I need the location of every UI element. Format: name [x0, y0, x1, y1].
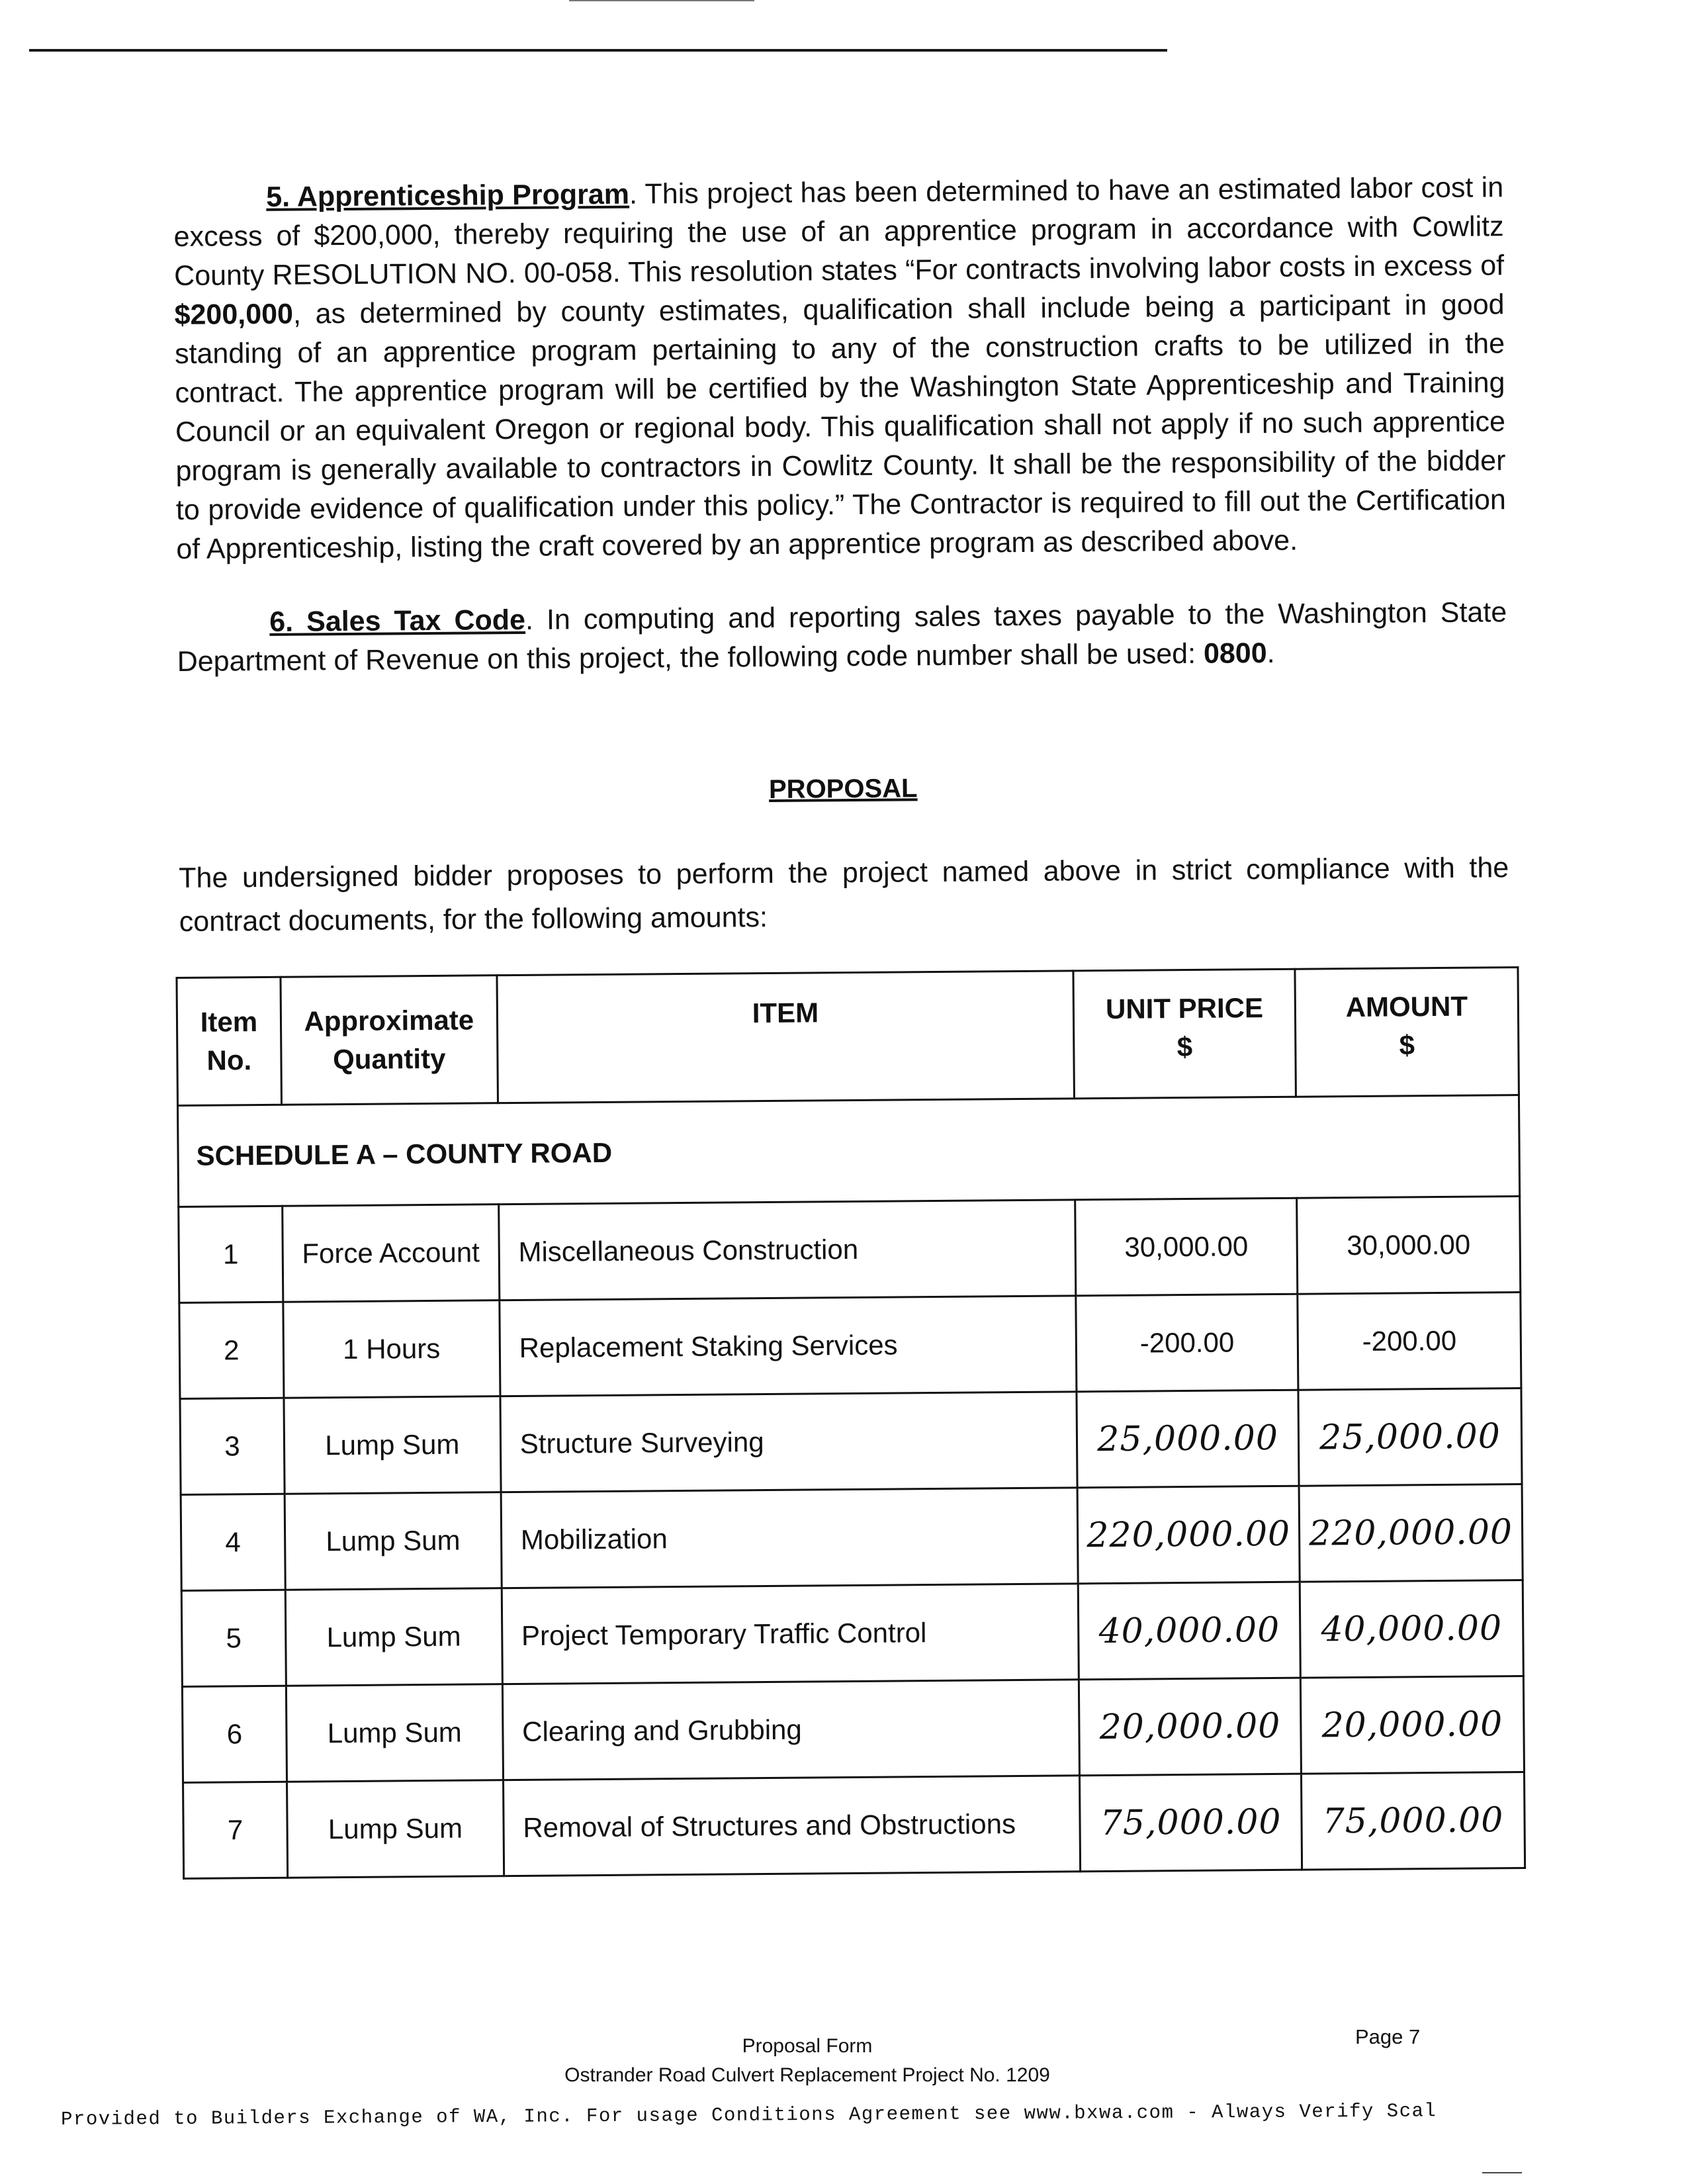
schedule-label: SCHEDULE A – COUNTY ROAD: [177, 1095, 1519, 1207]
section-6-text-1: . In computing and reporting sales taxes payable to the Washington State Department of Revenue on this project, the following code number shall be used:: [177, 596, 1507, 678]
row-quantity: Lump Sum: [284, 1396, 501, 1494]
row-unit-price-handwritten: 220,000.00: [1077, 1486, 1300, 1584]
row-item-no: 2: [179, 1302, 284, 1398]
row-unit-price-handwritten: 75,000.00: [1080, 1774, 1302, 1872]
header-amount-line2: $: [1399, 1029, 1415, 1061]
row-unit-price-handwritten: 40,000.00: [1078, 1582, 1300, 1680]
scan-speck: [569, 0, 754, 1]
header-item-no: [177, 977, 281, 1105]
provided-by-notice: Provided to Builders Exchange of WA, Inc. For usage Conditions Agreement see www.bxwa.com - Always Verify Scal: [61, 2100, 1437, 2130]
proposal-intro: The undersigned bidder proposes to perform the project named above in strict compliance with the contract documents, for the following amounts:: [179, 852, 1509, 938]
row-amount-handwritten: 40,000.00: [1300, 1580, 1523, 1678]
row-unit-price: 30,000.00: [1075, 1198, 1298, 1296]
row-amount-handwritten: 220,000.00: [1299, 1484, 1523, 1582]
page-body: [173, 168, 1517, 1880]
header-amount: [1295, 968, 1519, 1097]
header-rule: [29, 49, 1167, 52]
proposal-title: PROPOSAL: [768, 774, 918, 804]
table-header-row: [177, 968, 1519, 1106]
row-item-no: 3: [180, 1398, 285, 1494]
row-item: Mobilization: [501, 1488, 1079, 1588]
row-quantity: Lump Sum: [286, 1684, 503, 1782]
table-row: [181, 1484, 1523, 1591]
section-5-heading: 5. Apprenticeship Program: [266, 178, 630, 213]
header-quantity-line2: Quantity: [332, 1042, 446, 1075]
bid-table: [175, 966, 1526, 1880]
table-row: [180, 1388, 1522, 1495]
header-unit-price-line1: UNIT PRICE: [1105, 992, 1264, 1024]
table-row: [179, 1197, 1521, 1303]
row-item-no: 7: [183, 1782, 288, 1878]
header-item: ITEM: [497, 971, 1075, 1103]
header-item-no-line2: No.: [206, 1044, 252, 1076]
header-unit-price-line2: $: [1176, 1030, 1193, 1063]
row-unit-price-handwritten: 25,000.00: [1077, 1390, 1299, 1488]
row-quantity: 1 Hours: [283, 1300, 500, 1398]
row-unit-price: -200.00: [1076, 1294, 1298, 1392]
row-item-no: 5: [181, 1590, 286, 1686]
row-item-no: 4: [181, 1494, 285, 1590]
row-item: Removal of Structures and Obstructions: [503, 1776, 1081, 1876]
row-quantity: Lump Sum: [285, 1492, 502, 1590]
page-number: Page 7: [1355, 2025, 1421, 2048]
row-unit-price-handwritten: 20,000.00: [1079, 1678, 1302, 1776]
row-quantity: Lump Sum: [285, 1588, 502, 1686]
row-item-no: 6: [182, 1686, 287, 1782]
row-amount: 30,000.00: [1297, 1197, 1521, 1295]
row-item: Miscellaneous Construction: [498, 1200, 1076, 1300]
row-quantity: Lump Sum: [287, 1780, 504, 1878]
section-6-text-2: .: [1266, 637, 1275, 670]
schedule-row: [177, 1095, 1519, 1207]
table-row: [183, 1772, 1525, 1879]
section-5-bold-amount: $200,000: [174, 298, 294, 331]
row-item: Structure Surveying: [500, 1392, 1078, 1492]
footer-project-name: Ostrander Road Culvert Replacement Project No. 1209: [564, 2064, 1050, 2086]
row-amount-handwritten: 75,000.00: [1301, 1772, 1525, 1870]
section-6-heading: 6. Sales Tax Code: [269, 604, 526, 638]
header-quantity-line1: Approximate: [304, 1004, 474, 1037]
table-row: [179, 1293, 1521, 1399]
row-quantity: Force Account: [283, 1205, 500, 1302]
section-apprenticeship: [173, 168, 1507, 569]
row-item: Clearing and Grubbing: [502, 1680, 1080, 1780]
row-amount-handwritten: 25,000.00: [1298, 1388, 1522, 1486]
header-amount-line1: AMOUNT: [1345, 990, 1468, 1023]
table-row: [181, 1580, 1523, 1687]
table-row: [182, 1676, 1524, 1783]
row-amount: -200.00: [1298, 1293, 1521, 1390]
row-item-no: 1: [179, 1206, 283, 1302]
header-item-no-line1: Item: [200, 1006, 258, 1038]
scan-corner-mark: [1482, 2172, 1522, 2173]
header-unit-price: [1073, 969, 1296, 1099]
footer-form-name: Proposal Form: [742, 2035, 873, 2057]
row-item: Project Temporary Traffic Control: [502, 1584, 1079, 1684]
row-amount-handwritten: 20,000.00: [1300, 1676, 1524, 1774]
section-5-text-2: , as determined by county estimates, qualification shall include being a participant in good standing of an apprentice program pertaining to any of the construction crafts to be utilized in the contract. The apprentice program will be certified by the Washington State Apprenticeship and Training Council or an equivalent Oregon or regional body. This qualification shall not apply if no such apprentice program is generally available to contractors in Cowlitz County. It shall be the responsibility of the bidder to provide evidence of qualification under this policy.” The Contractor is required to fill out the Certification of Apprenticeship, listing the craft covered by an apprentice program as described above.: [174, 289, 1507, 565]
header-quantity: [281, 976, 498, 1105]
section-5-text-1: . This project has been determined to have an estimated labor cost in excess of $200,000, thereby requiring the use of an apprentice program in accordance with Cowlitz County RESOLUTION NO. 00-058. This resolution states “For contracts involving labor costs in excess of: [173, 171, 1505, 292]
section-sales-tax: [177, 593, 1507, 682]
row-item: Replacement Staking Services: [500, 1296, 1077, 1396]
sales-tax-code: 0800: [1203, 637, 1267, 670]
